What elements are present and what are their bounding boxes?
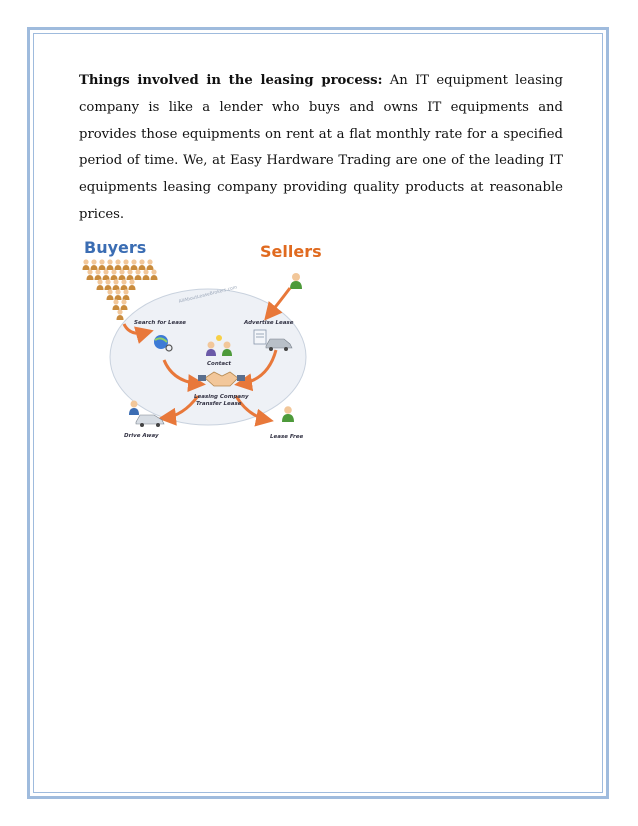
contact-label: Contact [207, 361, 231, 367]
leasing-process-diagram [78, 232, 340, 442]
company-label-line1: Leasing Company [194, 394, 249, 400]
advertise-label: Advertise Lease [244, 320, 294, 326]
paragraph-body: An IT equipment leasing company is like a lender who buys and owns IT equipments and provides those equipments on rent at a flat monthly rate for a specified period of time. We, at Easy Hardware Trading are one of the leading IT equipments leasing company providing quality products at reasonable prices. [79, 73, 563, 222]
lease-free-label: Lease Free [270, 434, 304, 440]
drive-away-label: Drive Away [124, 433, 159, 439]
search-label: Search for Lease [134, 320, 186, 326]
paragraph-heading: Things involved in the leasing process: [79, 73, 383, 88]
watermark-text: AllAboutLeaseBrokers.com [178, 285, 238, 305]
company-label-line2: Transfer Lease [196, 401, 242, 407]
lease-free-person-icon [282, 406, 294, 422]
leasing-paragraph [79, 68, 563, 229]
sellers-title: Sellers [260, 242, 322, 261]
buyers-title: Buyers [84, 238, 147, 257]
seller-person-icon [290, 273, 302, 289]
